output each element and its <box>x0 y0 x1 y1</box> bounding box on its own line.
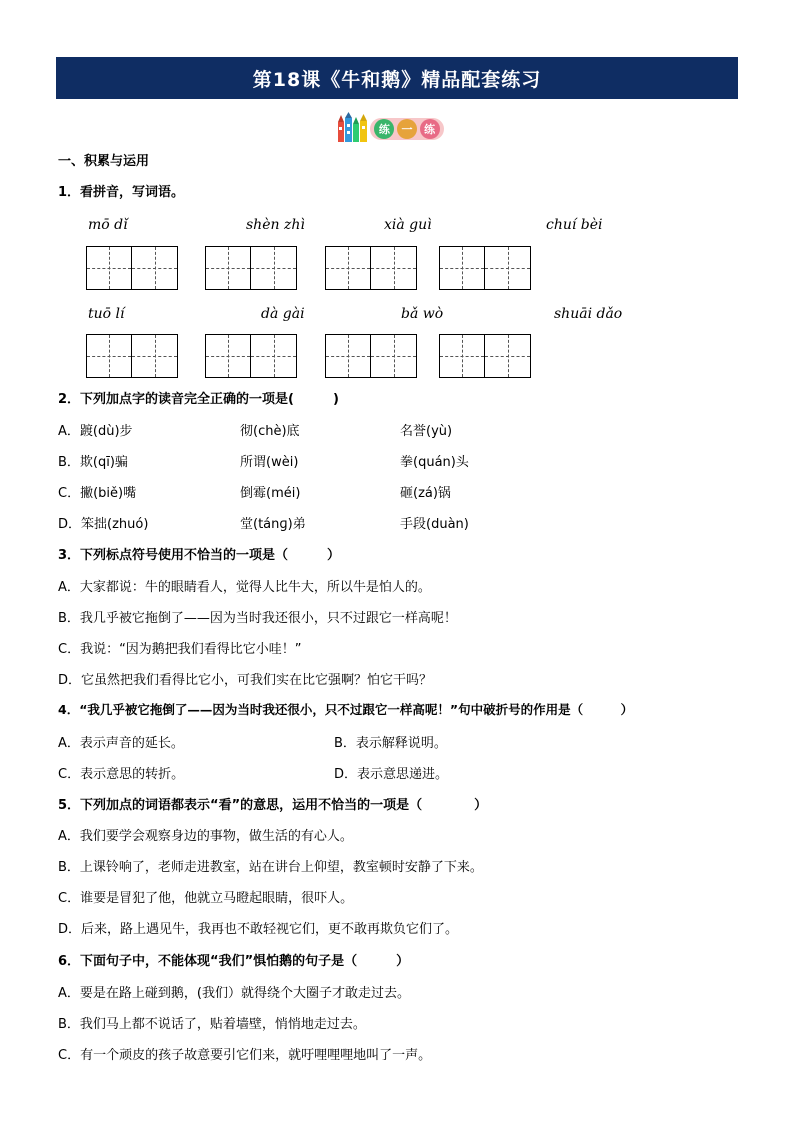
q2-option-d1: D．笨拙(zhuó) <box>58 517 149 532</box>
q6-option-c: C．有一个顽皮的孩子故意要引它们来，就吁哩哩哩地叫了一声。 <box>58 1048 432 1063</box>
q5-stem: 5．下列加点的词语都表示“看”的意思，运用不恰当的一项是（ ） <box>58 798 488 813</box>
writing-grid[interactable] <box>439 246 531 290</box>
q2-option-b2: 所谓(wèi) <box>240 455 299 470</box>
q3-option-a: A．大家都说：牛的眼睛看人，觉得人比牛大，所以牛是怕人的。 <box>58 580 431 595</box>
q2-option-d2: 堂(tánɡ)弟 <box>240 517 306 532</box>
writing-grid[interactable] <box>86 246 178 290</box>
q4-option-b: B．表示解释说明。 <box>334 736 447 751</box>
pinyin-4: chuí bèi <box>546 217 603 233</box>
q3-stem: 3．下列标点符号使用不恰当的一项是（ ） <box>58 548 341 563</box>
q2-option-b3: 拳(quán)头 <box>400 455 469 470</box>
writing-grid[interactable] <box>439 334 531 378</box>
q6-option-b: B．我们马上都不说话了，贴着墙壁，悄悄地走过去。 <box>58 1017 366 1032</box>
pinyin-7: bǎ wò <box>401 306 444 322</box>
q2-option-c1: C．撇(biě)嘴 <box>58 486 137 501</box>
badge-char-1: 练 <box>374 119 394 139</box>
q5-option-a: A．我们要学会观察身边的事物，做生活的有心人。 <box>58 829 353 844</box>
writing-grid[interactable] <box>325 334 417 378</box>
q4-option-a: A．表示声音的延长。 <box>58 736 184 751</box>
pinyin-5: tuō lí <box>88 306 125 322</box>
q2-option-b1: B．欺(qī)骗 <box>58 455 128 470</box>
q6-stem: 6．下面句子中，不能体现“我们”惧怕鹅的句子是（ ） <box>58 954 410 969</box>
q5-option-b: B．上课铃响了，老师走进教室，站在讲台上仰望，教室顿时安静了下来。 <box>58 860 483 875</box>
badge-char-3: 练 <box>420 119 440 139</box>
writing-grid[interactable] <box>86 334 178 378</box>
q3-option-b: B．我几乎被它拖倒了——因为当时我还很小，只不过跟它一样高呢！ <box>58 611 457 626</box>
q6-option-a: A．要是在路上碰到鹅，(我们）就得绕个大圈子才敢走过去。 <box>58 986 410 1001</box>
q2-option-c2: 倒霉(méi) <box>240 486 301 501</box>
badge-pill <box>370 118 444 140</box>
q5-option-d: D．后来，路上遇见牛，我再也不敢轻视它们，更不敢再欺负它们了。 <box>58 922 459 937</box>
q2-option-a2: 彻(chè)底 <box>240 424 300 439</box>
q2-option-a1: A．踱(dù)步 <box>58 424 133 439</box>
section-heading: 一、积累与运用 <box>58 154 150 169</box>
page-title: 第18课《牛和鹅》精品配套练习 <box>56 57 738 99</box>
q1-stem: 1．看拼音，写词语。 <box>58 185 185 200</box>
pinyin-1: mō dǐ <box>88 217 128 233</box>
q4-option-d: D．表示意思递进。 <box>334 767 449 782</box>
q3-option-d: D．它虽然把我们看得比它小，可我们实在比它强啊？怕它干吗？ <box>58 673 433 688</box>
q3-option-c: C．我说：“因为鹅把我们看得比它小哇！” <box>58 642 302 657</box>
q4-option-c: C．表示意思的转折。 <box>58 767 185 782</box>
badge-char-2: 一 <box>397 119 417 139</box>
q2-option-c3: 砸(zá)锅 <box>400 486 451 501</box>
q2-stem: 2．下列加点字的读音完全正确的一项是( ) <box>58 392 339 407</box>
writing-grid[interactable] <box>205 246 297 290</box>
pinyin-6: dà gài <box>261 306 305 322</box>
q4-stem: 4．“我几乎被它拖倒了——因为当时我还很小，只不过跟它一样高呢！”句中破折号的作用是（ ） <box>58 702 634 717</box>
practice-badge <box>336 112 448 144</box>
pinyin-2: shèn zhì <box>246 217 305 233</box>
writing-grid[interactable] <box>205 334 297 378</box>
q5-option-c: C．谁要是冒犯了他，他就立马瞪起眼睛，很吓人。 <box>58 891 354 906</box>
q2-option-d3: 手段(duàn) <box>400 517 469 532</box>
writing-grid[interactable] <box>325 246 417 290</box>
pinyin-8: shuāi dǎo <box>554 306 623 322</box>
q2-option-a3: 名誉(yù) <box>400 424 453 439</box>
pinyin-3: xià guì <box>384 217 432 233</box>
